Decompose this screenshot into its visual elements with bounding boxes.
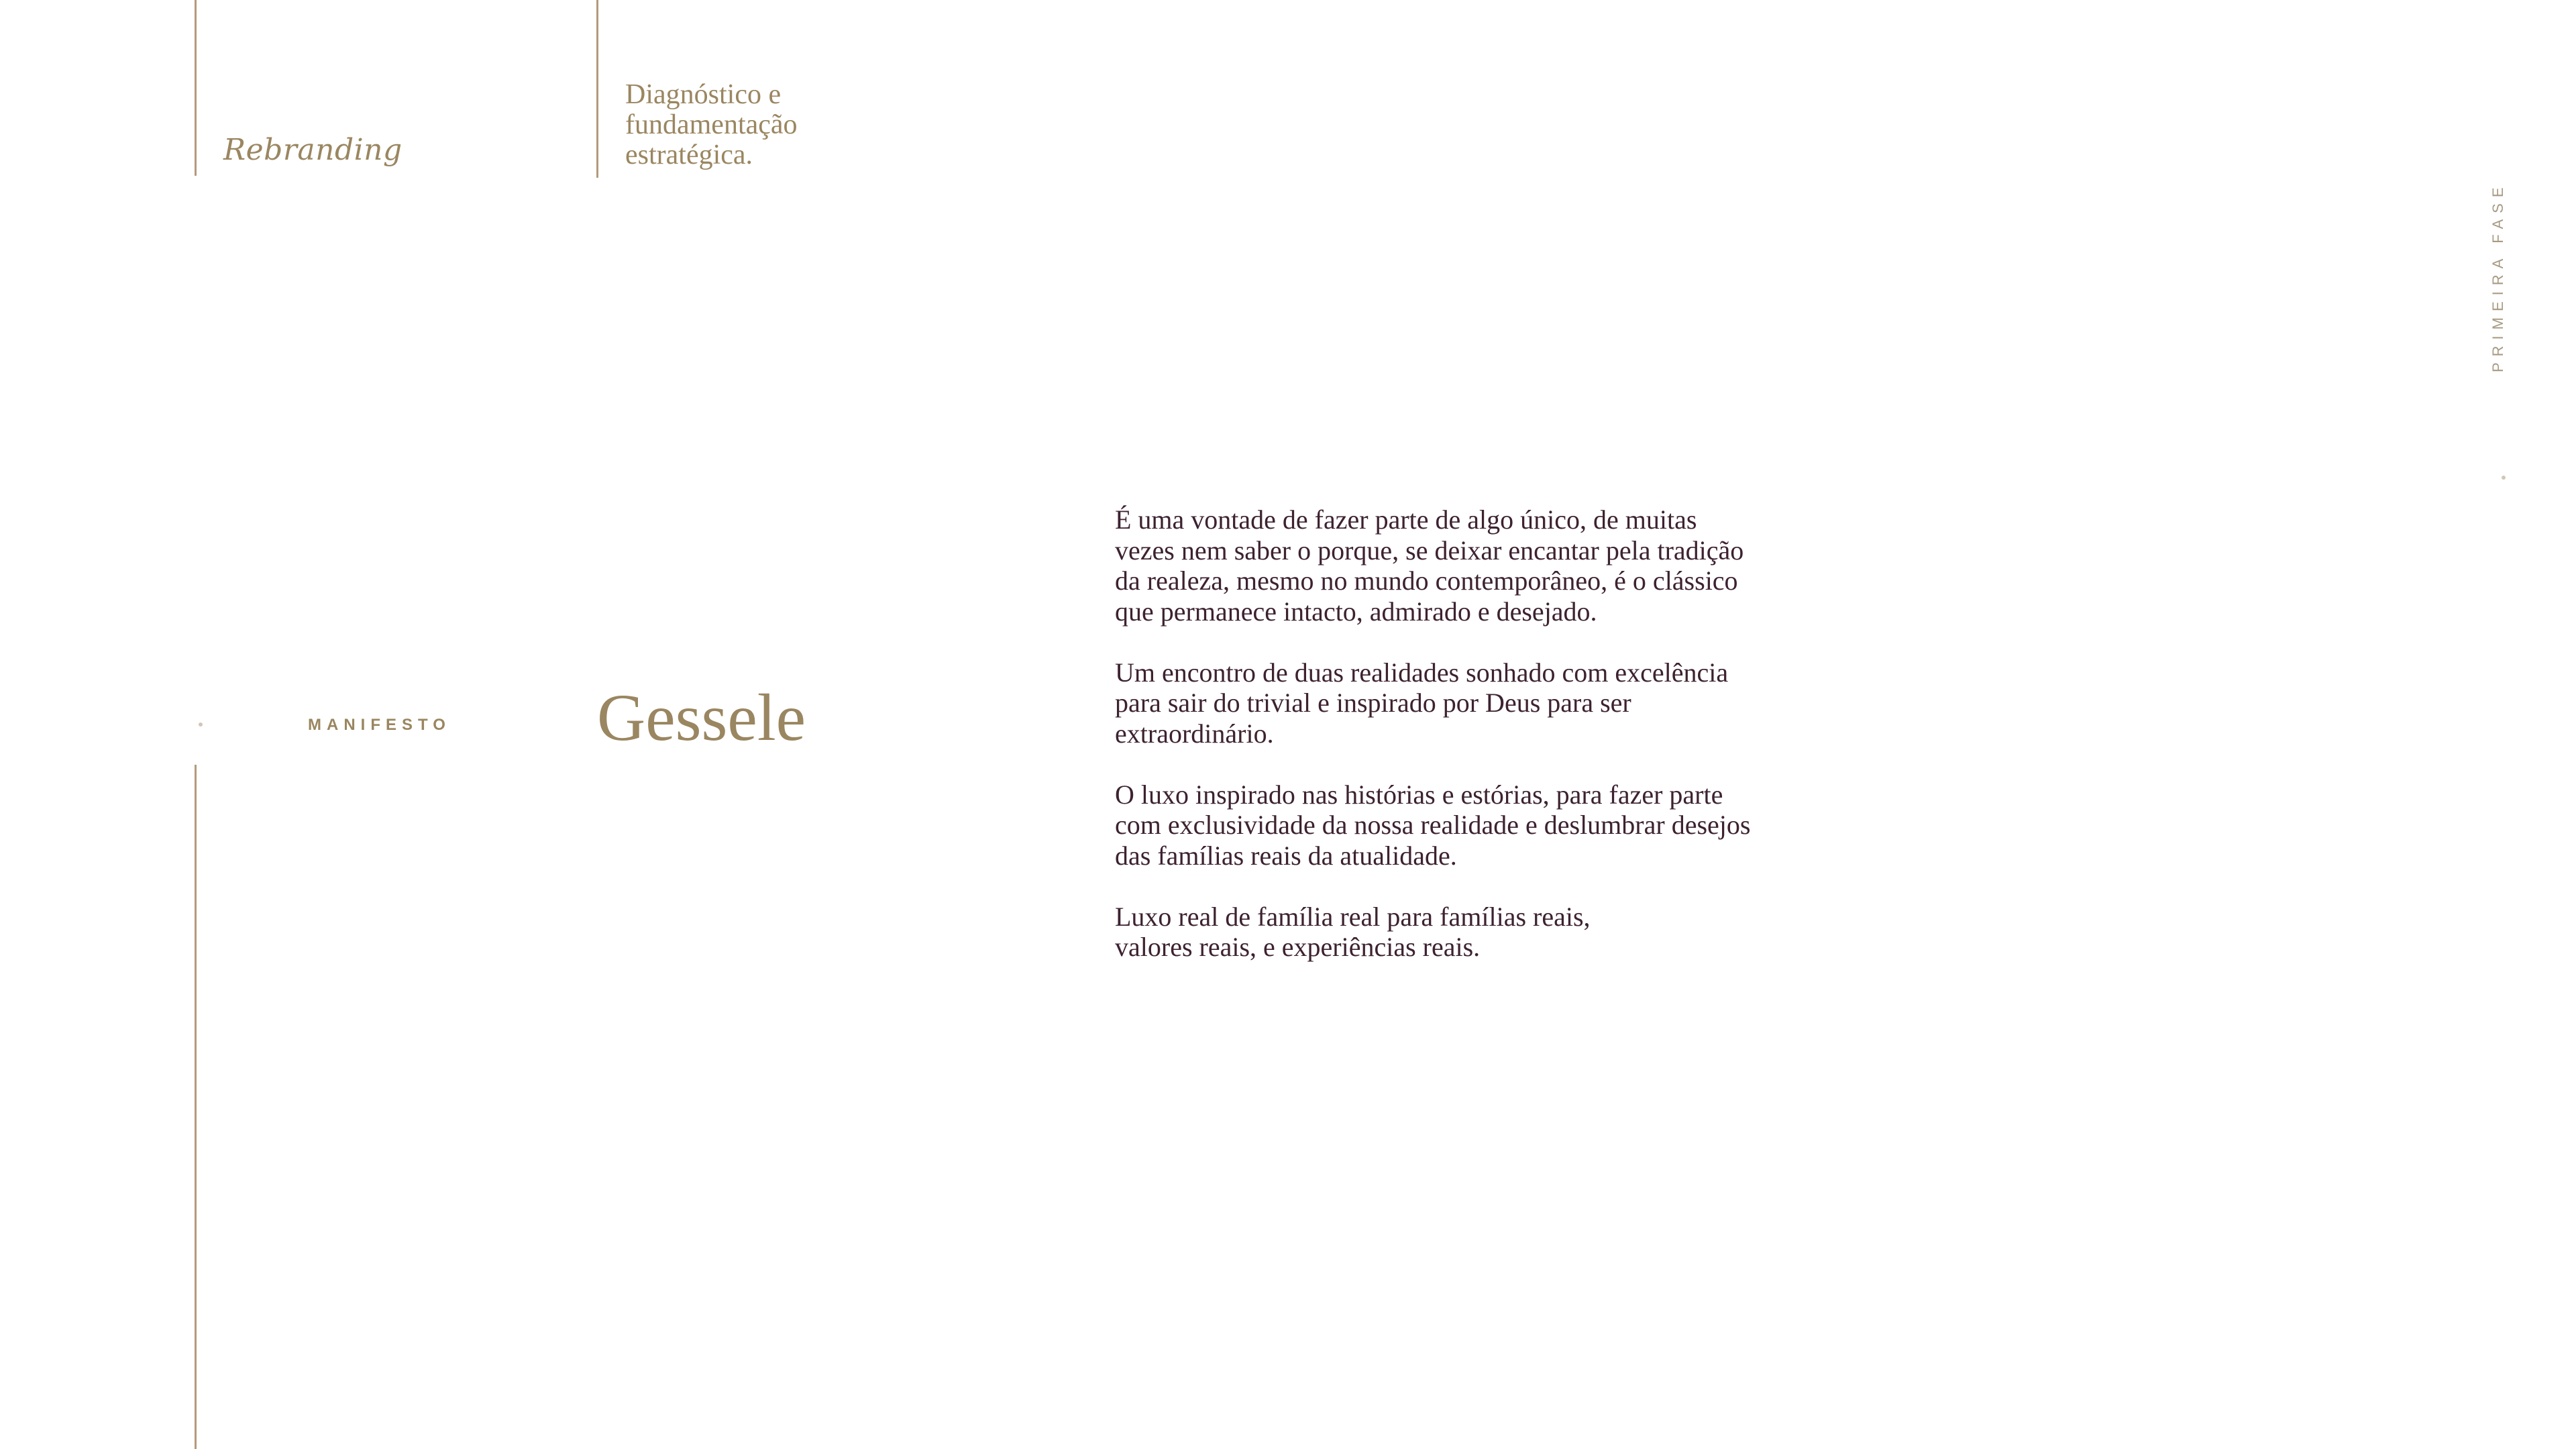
manifesto-paragraph xyxy=(1115,504,1880,627)
manifesto-paragraph xyxy=(1115,902,1880,963)
text-line: para sair do trivial e inspirado por Deus para ser xyxy=(1115,688,1631,718)
side-marker-dot xyxy=(2502,476,2506,480)
manifesto-paragraph xyxy=(1115,657,1880,749)
text-line: Um encontro de duas realidades sonhado com excelência xyxy=(1115,657,1729,688)
manifesto-marker-dot xyxy=(199,722,203,727)
text-line: das famílias reais da atualidade. xyxy=(1115,840,1457,871)
manifesto-paragraph xyxy=(1115,780,1880,871)
manifesto-body xyxy=(1115,504,1880,963)
text-line: O luxo inspirado nas histórias e estórias, para fazer parte xyxy=(1115,779,1723,810)
middle-top-rule xyxy=(596,0,598,178)
left-top-rule xyxy=(195,0,197,176)
text-line: valores reais, e experiências reais. xyxy=(1115,932,1481,962)
subtitle-line: Diagnóstico e xyxy=(625,79,782,110)
section-title: Rebranding xyxy=(223,133,402,167)
phase-subtitle xyxy=(625,80,798,170)
left-bottom-rule xyxy=(195,765,197,1449)
text-line: É uma vontade de fazer parte de algo único, de muitas xyxy=(1115,504,1697,535)
manifesto-label: MANIFESTO xyxy=(308,716,451,734)
brand-title: Gessele xyxy=(597,680,806,755)
subtitle-line: fundamentação xyxy=(625,109,798,140)
phase-side-label: PRIMEIRA FASE xyxy=(2489,181,2506,372)
subtitle-line: estratégica. xyxy=(625,140,753,170)
text-line: com exclusividade da nossa realidade e deslumbrar desejos xyxy=(1115,810,1751,840)
text-line: vezes nem saber o porque, se deixar encantar pela tradição xyxy=(1115,535,1744,566)
text-line: extraordinário. xyxy=(1115,718,1274,749)
text-line: da realeza, mesmo no mundo contemporâneo, é o clássico xyxy=(1115,566,1738,596)
text-line: que permanece intacto, admirado e desejado. xyxy=(1115,596,1597,627)
text-line: Luxo real de família real para famílias reais, xyxy=(1115,901,1591,932)
